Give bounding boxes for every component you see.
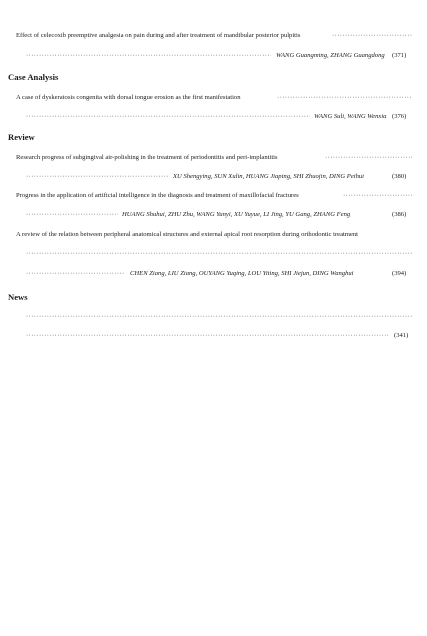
toc-entry-author-line <box>0 209 427 221</box>
article-authors: CHEN Ziang, LIU Ziang, OUYANG Yuqing, LOU Yiting, SHI Jiejun, DING Wanghui <box>130 270 354 277</box>
section-heading: Case Analysis <box>8 72 59 82</box>
toc-entry-continuation-line <box>0 311 427 323</box>
page-number[interactable]: (371) <box>392 52 407 59</box>
toc-entry-author-line <box>0 171 427 183</box>
page-number[interactable]: (341) <box>394 332 409 339</box>
toc-entry-author-line <box>0 111 427 123</box>
leader-dots <box>26 311 412 323</box>
leader-dots <box>26 268 124 280</box>
leader-dots <box>325 152 412 164</box>
leader-dots <box>26 171 168 183</box>
leader-dots <box>332 30 412 42</box>
toc-entry-title-line <box>0 152 427 164</box>
article-title[interactable]: Research progress of subgingival air-polishing in the treatment of periodontitis and peri-implantitis <box>16 154 278 161</box>
toc-entry-author-line <box>0 330 427 342</box>
article-authors: WANG Guangming, ZHANG Guangdong <box>276 52 385 59</box>
leader-dots <box>26 209 118 221</box>
leader-dots <box>343 190 412 202</box>
page-number[interactable]: (394) <box>392 270 407 277</box>
article-authors: WANG Suli, WANG Wenxia <box>314 113 387 120</box>
page-number[interactable]: (386) <box>392 211 407 218</box>
section-heading: News <box>8 292 28 302</box>
leader-dots <box>26 248 412 260</box>
article-title[interactable]: Effect of celecoxib preemptive analgesia on pain during and after treatment of mandibular posterior pulpitis <box>16 32 301 39</box>
page-number[interactable]: (376) <box>392 113 407 120</box>
toc-entry-title-line <box>0 229 427 241</box>
article-title[interactable]: A review of the relation between peripheral anatomical structures and external apical root resorption during orthodontic treatment <box>16 231 359 238</box>
toc-entry-title-line <box>0 30 427 42</box>
article-title[interactable]: Progress in the application of artificial intelligence in the diagnosis and treatment of maxillofacial fractures <box>16 192 299 199</box>
toc-entry-continuation-line <box>0 248 427 260</box>
article-title[interactable]: A case of dyskeratosis congenita with dorsal tongue erosion as the first manifestation <box>16 94 241 101</box>
leader-dots <box>26 50 271 62</box>
toc-entry-author-line <box>0 50 427 62</box>
leader-dots <box>26 330 390 342</box>
article-authors: HUANG Shuhui, ZHU Zhu, WANG Yunyi, XU Yuyue, LI Jing, YU Gang, ZHANG Feng <box>122 211 351 218</box>
section-heading: Review <box>8 132 35 142</box>
page-number[interactable]: (380) <box>392 173 407 180</box>
toc-entry-title-line <box>0 92 427 104</box>
article-authors: XU Shengying, SUN Xulin, HUANG Jiaping, SHI Zhuojin, DING Peihui <box>173 173 365 180</box>
toc-entry-title-line <box>0 190 427 202</box>
toc-entry-author-line <box>0 268 427 280</box>
leader-dots <box>277 92 412 104</box>
leader-dots <box>26 111 310 123</box>
